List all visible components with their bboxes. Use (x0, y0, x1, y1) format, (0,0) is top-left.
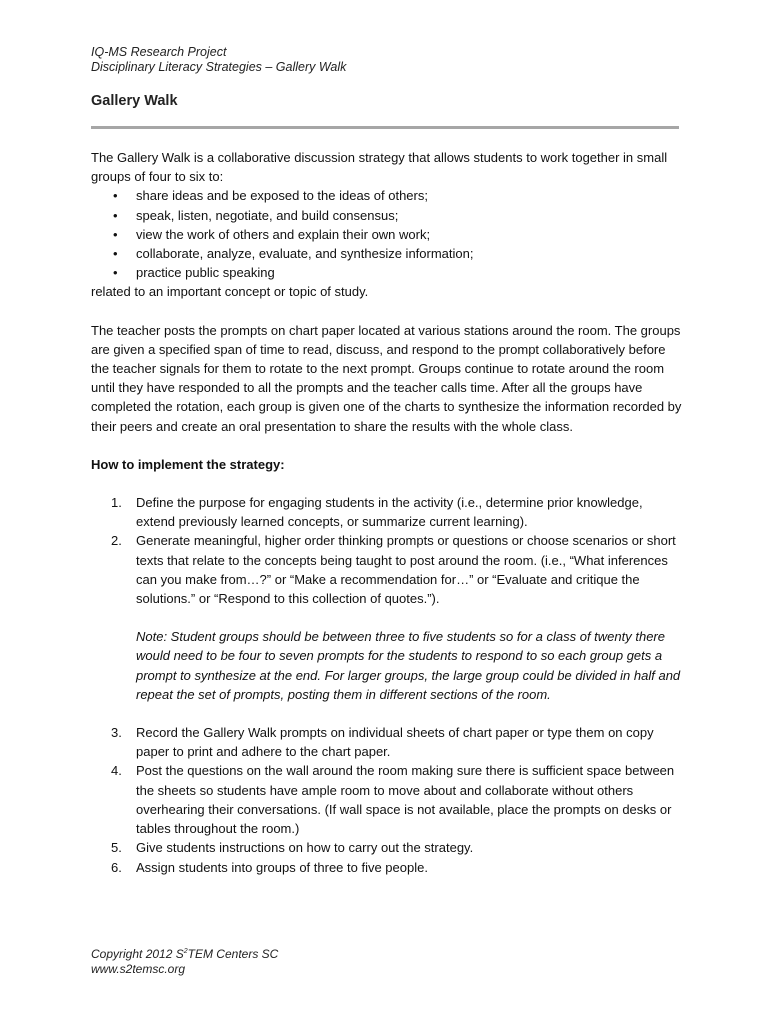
step-text: Record the Gallery Walk prompts on individual sheets of chart paper or type them on copy paper to print and adhere to the chart paper. (136, 725, 654, 760)
website-link[interactable]: www.s2temsc.org (91, 962, 186, 976)
step-text: Generate meaningful, higher order thinking prompts or questions or choose scenarios or short texts that relate to the concepts being taught to post around the room. (i.e., “What inferences can you make from…?” or “Make a recommendation for…” or “Evaluate and critique the solutions.” or “Respond to this collection of quotes.”). (136, 533, 676, 607)
step-item (91, 838, 683, 857)
bullet-icon: • (113, 207, 118, 223)
step-number: 3. (111, 725, 122, 741)
steps-list-continued (91, 723, 683, 877)
step-text: Give students instructions on how to carry out the strategy. (136, 840, 474, 856)
step-item (91, 761, 683, 838)
step-number: 2. (111, 533, 122, 549)
document-body (91, 148, 683, 877)
intro-bullet-list (91, 186, 683, 282)
bullet-item: • speak, listen, negotiate, and build consensus; (91, 206, 683, 225)
bullet-icon: • (113, 226, 118, 242)
page-footer (91, 947, 278, 977)
bullet-item: • share ideas and be exposed to the ideas of others; (91, 186, 683, 205)
page-title: Gallery Walk (91, 93, 178, 109)
steps-list (91, 493, 683, 608)
page-header (91, 45, 346, 75)
step-number: 6. (111, 859, 122, 875)
step-text: Post the questions on the wall around the room making sure there is sufficient space between the sheets so students have ample room to move about and collaborate without others overhearing their conversations. (If wall space is not available, place the prompts on desks or tables throughout the room.) (136, 763, 675, 837)
step-item (91, 723, 683, 761)
bullet-item: • view the work of others and explain their own work; (91, 225, 683, 244)
step-number: 4. (111, 763, 122, 779)
bullet-icon: • (113, 188, 118, 204)
step-item (91, 493, 683, 531)
intro-tail: related to an important concept or topic of study. (91, 284, 369, 300)
bullet-item: • practice public speaking (91, 263, 683, 282)
bullet-icon: • (113, 265, 118, 281)
section-heading: How to implement the strategy: (91, 456, 285, 472)
intro-paragraph: The Gallery Walk is a collaborative discussion strategy that allows students to work together in small groups of four to six to: (91, 150, 668, 185)
note-paragraph: Note: Student groups should be between three to five students so for a class of twenty there would need to be four to seven prompts for the students to respond to so each group gets a prompt to synthesize at the end. For larger groups, the large group could be divided in half and repeat the set of prompts, posting them in different sections of the room. (136, 629, 681, 702)
step-number: 1. (111, 495, 122, 511)
header-project-name: IQ-MS Research Project (91, 45, 227, 59)
step-item (91, 531, 683, 608)
bullet-icon: • (113, 246, 118, 262)
step-text: Define the purpose for engaging students in the activity (i.e., determine prior knowledge, extend previously learned concepts, or summarize current learning). (136, 495, 643, 530)
title-divider (91, 126, 679, 129)
step-item (91, 858, 683, 877)
copyright-notice: Copyright 2012 $S^2TEM$ Centers SC (91, 947, 279, 961)
bullet-item: • collaborate, analyze, evaluate, and synthesize information; (91, 244, 683, 263)
procedure-paragraph: The teacher posts the prompts on chart paper located at various stations around the room. The groups are given a specified span of time to read, discuss, and respond to the prompt collaboratively before the teacher signals for them to rotate to the next prompt. Groups continue to rotate around the room until they have responded to all the prompts and the teacher calls time. After all the groups have completed the rotation, each group is given one of the charts to synthesize the information recorded by their peers and create an oral presentation to share the results with the whole class. (91, 322, 682, 434)
step-number: 5. (111, 840, 122, 856)
step-text: Assign students into groups of three to five people. (136, 859, 428, 875)
header-subtitle: Disciplinary Literacy Strategies – Gallery Walk (91, 60, 347, 74)
